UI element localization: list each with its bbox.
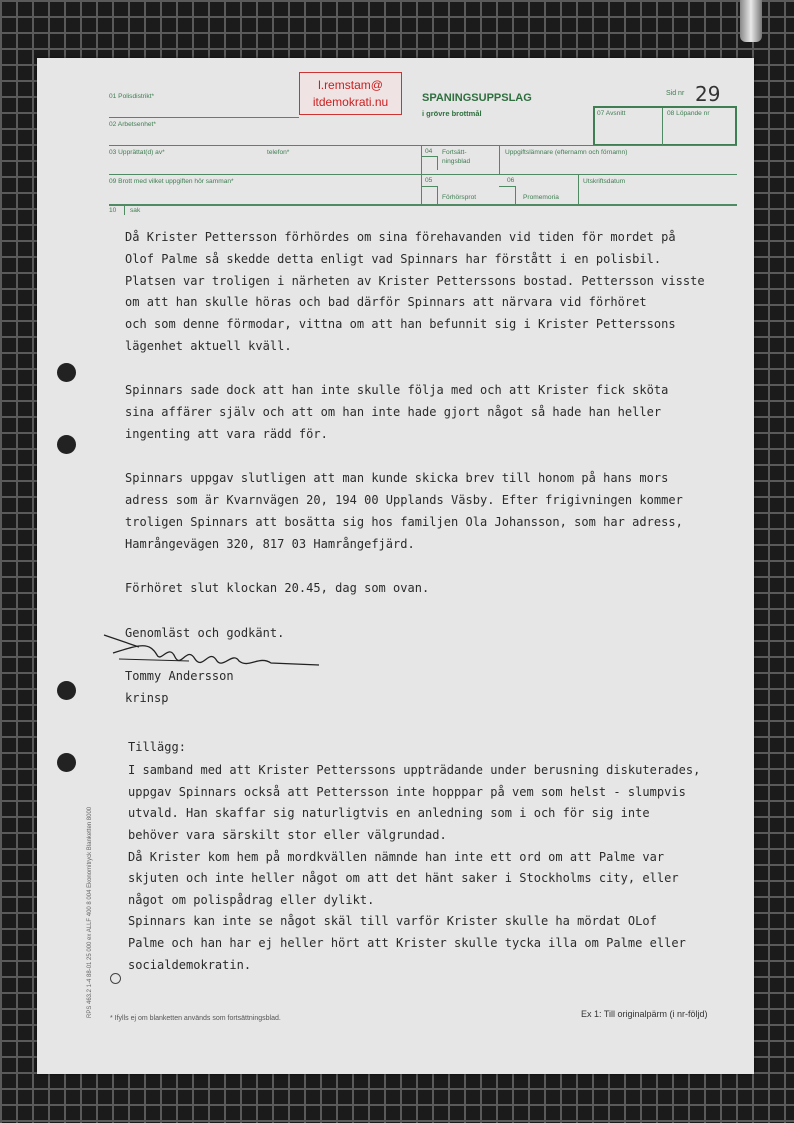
body-line: krinsp [125, 691, 169, 705]
body-line: och som denne förmodar, vittna om att han befunnit sig i Krister Petterssons [125, 317, 676, 331]
punch-hole [57, 681, 76, 700]
form-print-info: RPS 463.2 1-4 88-01 25 000 ex ALLF 400 8 004 Ekonomitryck Blanketten 8000 [87, 806, 93, 1018]
body-line: Tillägg: [128, 740, 186, 754]
body-line: troligen Spinnars att bosätta sig hos familjen Ola Johansson, som har adress, [125, 515, 683, 529]
field-promemoria-num: 06 [507, 177, 515, 184]
field-sak-num: 10 [109, 207, 117, 214]
body-line: uppgav Spinnars också att Pettersson inte hopppar på vem som helst - slumpvis [128, 785, 686, 799]
field-avsnitt: 07 Avsnitt [597, 110, 626, 117]
body-line: Platsen var troligen i närheten av Krister Petterssons bostad. Pettersson visste [125, 274, 705, 288]
punch-hole [57, 363, 76, 382]
body-line: lägenhet aktuell kväll. [125, 339, 292, 353]
body-line: skjuten och inte heller något om att det hänt saker i Stockholms city, eller [128, 871, 679, 885]
rule [421, 186, 437, 187]
rule [109, 145, 737, 146]
form-title: SPANINGSUPPSLAG [422, 92, 532, 104]
circle-mark [110, 973, 121, 984]
pen-clip [740, 0, 762, 42]
body-line: adress som är Kvarnvägen 20, 194 00 Upplands Väsby. Efter frigivningen kommer [125, 493, 683, 507]
punch-hole [57, 435, 76, 454]
body-line: sina affärer själv och att om han inte hade gjort något så hade han heller [125, 405, 662, 419]
field-lopande: 08 Löpande nr [667, 110, 710, 117]
field-telefon: telefon* [267, 149, 290, 156]
rule [662, 108, 663, 146]
form-subtitle: i grövre brottmål [422, 109, 482, 118]
rule [109, 174, 737, 175]
field-sak: sak [130, 207, 141, 214]
email-stamp [299, 72, 402, 115]
body-line: utvald. Han skaffar sig naturligtvis en anledning som i och för sig inte [128, 806, 650, 820]
field-fortsatt: Fortsätt- [442, 149, 467, 156]
signature-icon [99, 633, 329, 673]
field-polisdistrikt: 01 Polisdistrikt* [109, 93, 155, 100]
body-line: I samband med att Krister Petterssons uppträdande under berusning diskuterades, [128, 763, 701, 777]
body-line: Då Krister Pettersson förhördes om sina förehavanden vid tiden för mordet på [125, 230, 676, 244]
rule [421, 156, 437, 157]
page-number-label: Sid nr [666, 90, 685, 97]
body-line: om att han skulle höras och bad därför Spinnars att närvara vid förhöret [125, 295, 647, 309]
footer-copy: Ex 1: Till originalpärm (i nr-följd) [581, 1009, 708, 1019]
rule [437, 186, 438, 204]
rule [499, 145, 500, 175]
field-fortsatt-num: 04 [425, 148, 433, 155]
rule [578, 174, 579, 204]
body-line: Hamrångevägen 320, 817 03 Hamrångefjärd. [125, 537, 415, 551]
rule [499, 186, 515, 187]
field-upprattad: 03 Upprättat(d) av* [109, 149, 165, 156]
body-line: behöver vara särskilt stor eller välgrundad. [128, 828, 447, 842]
rule [109, 117, 299, 118]
field-fortsatt-2: ningsblad [442, 158, 471, 165]
field-utskriftsdatum: Utskriftsdatum [583, 178, 626, 185]
rule [515, 186, 516, 204]
body-line: Spinnars kan inte se något skäl till varför Krister skulle ha mördat OLof [128, 914, 657, 928]
field-brott: 09 Brott med vilket uppgiften hör samman* [109, 178, 234, 185]
stamp-line-2: itdemokrati.nu [312, 95, 389, 109]
body-line: ingenting att vara rädd för. [125, 427, 328, 441]
field-uppgiftslamnare: Uppgiftslämnare (efternamn och förnamn) [505, 149, 628, 156]
rule [437, 156, 438, 170]
field-forhorsprot: Förhörsprot [442, 194, 477, 201]
body-line: Tommy Andersson [125, 669, 234, 683]
field-arbetsenhet: 02 Arbetsenhet* [109, 121, 156, 128]
rule [124, 206, 125, 215]
body-line: socialdemokratin. [128, 958, 252, 972]
body-line: något om polispådrag eller dylikt. [128, 893, 375, 907]
body-line: Genomläst och godkänt. [125, 626, 285, 640]
body-line: Spinnars uppgav slutligen att man kunde skicka brev till honom på hans mors [125, 471, 669, 485]
punch-hole [57, 753, 76, 772]
field-promemoria: Promemoria [523, 194, 559, 201]
body-line: Spinnars sade dock att han inte skulle följa med och att Krister fick sköta [125, 383, 669, 397]
page-number-value: 29 [695, 82, 721, 106]
footer-note: * Ifylls ej om blanketten används som fortsättningsblad. [110, 1015, 281, 1022]
field-forhor-num: 05 [425, 177, 433, 184]
body-line: Förhöret slut klockan 20.45, dag som ovan. [125, 581, 430, 595]
body-line: Då Krister kom hem på mordkvällen nämnde han inte ett ord om att Palme var [128, 850, 665, 864]
body-line: Palme och han har ej heller hört att Krister skulle tycka illa om Palme eller [128, 936, 686, 950]
document-page [37, 58, 754, 1074]
rule [109, 204, 737, 206]
stamp-line-1: l.remstam@ [318, 78, 383, 92]
rule [421, 145, 422, 205]
body-line: Olof Palme så skedde detta enligt vad Spinnars har förstått i en polisbil. [125, 252, 662, 266]
